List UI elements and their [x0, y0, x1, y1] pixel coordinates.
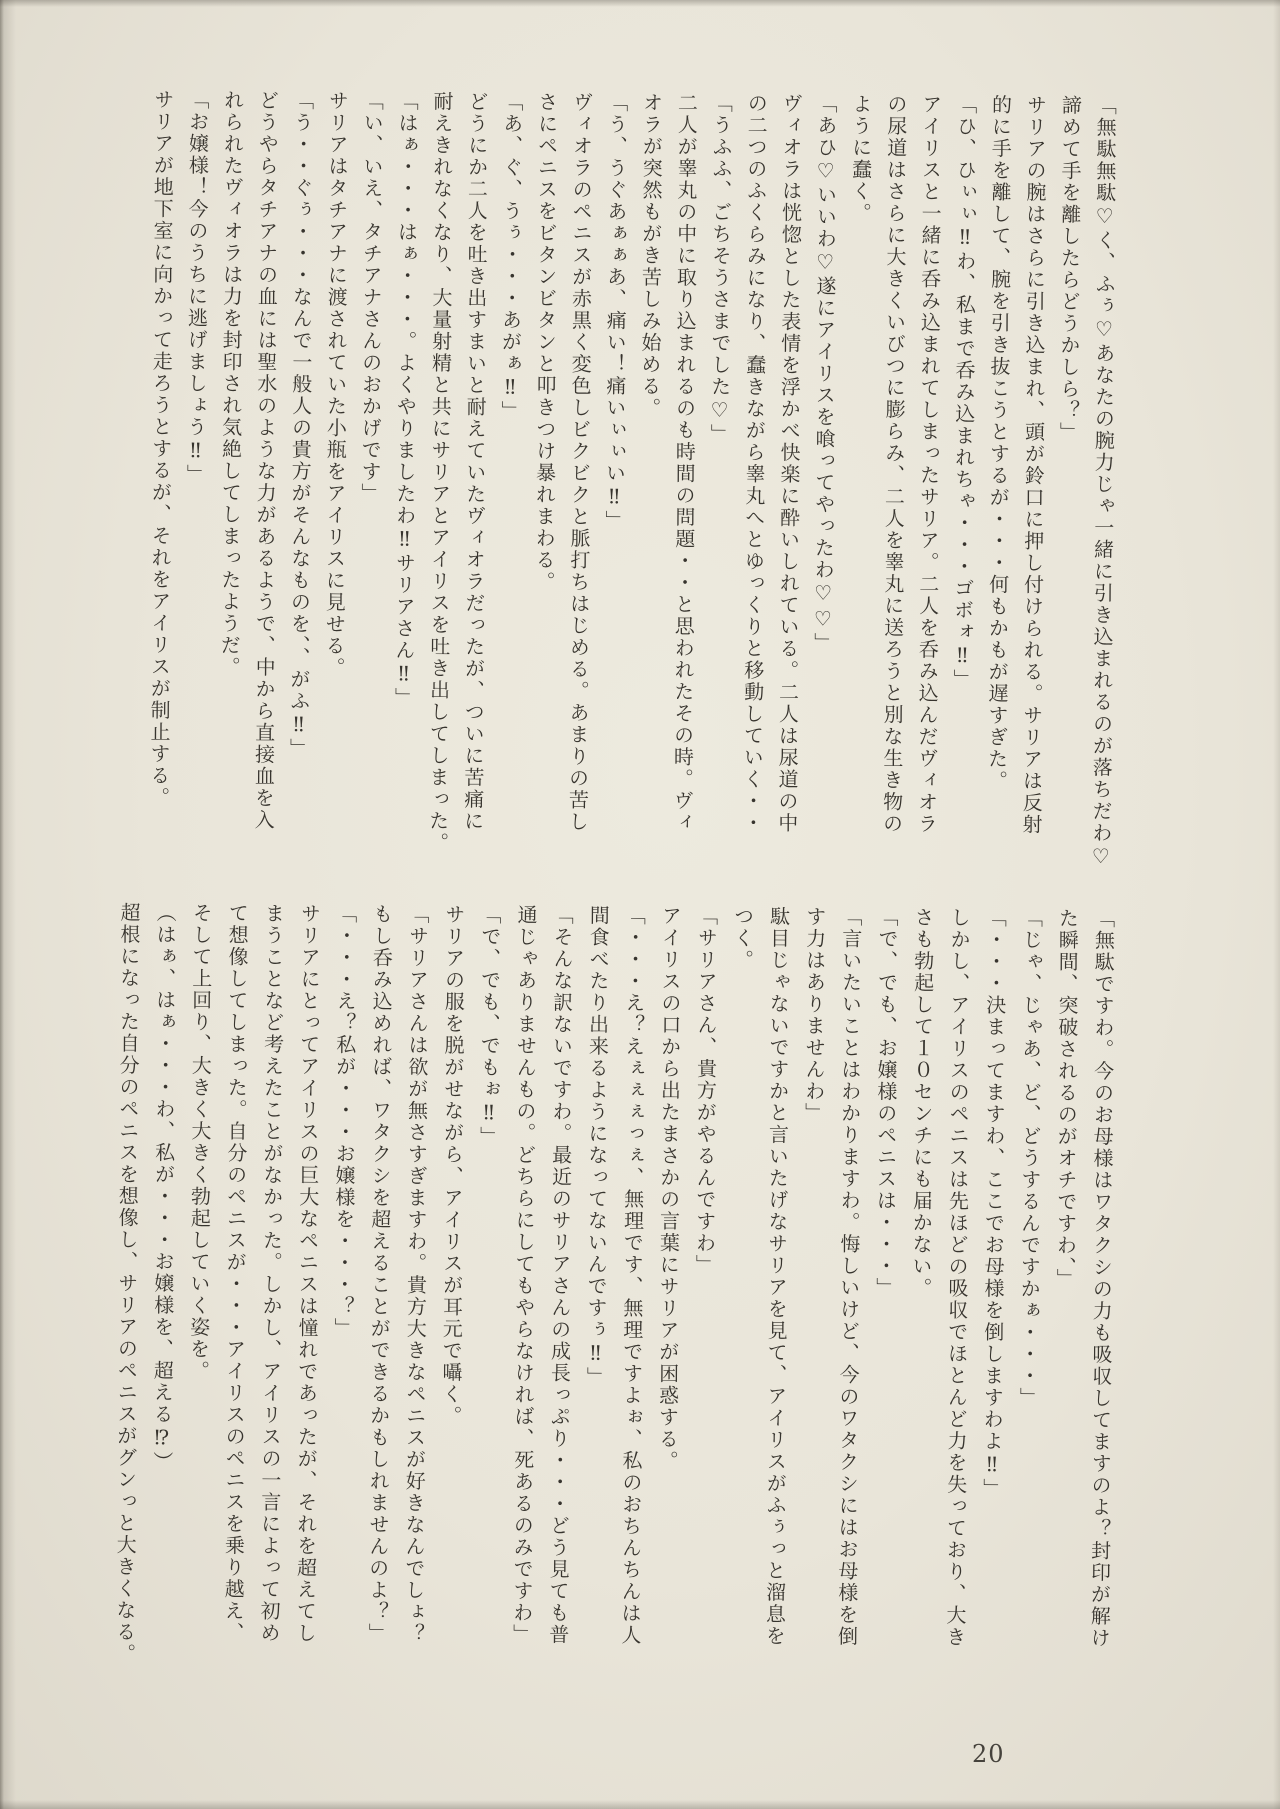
text-line: 超根になった自分のペニスを想像し、サリアのペニスがグンっと大きくなる。: [112, 901, 142, 1665]
text-line: の二つのふくらみになり、蠢きながら睾丸へとゆっくりと移動していく・・: [739, 92, 768, 835]
text-line: 間食べたり出来るようになってないんですぅ‼」: [583, 904, 611, 1389]
text-line: す力はありませんわ」: [801, 906, 828, 1125]
text-line: 「う・・ぐぅ・・・なんで一般人の貴方がそんなものを、、がふ‼」: [286, 89, 315, 760]
text-line: サリアにとってアイリスの巨大なペニスは憧れであったが、それを超えてし: [293, 902, 322, 1645]
text-line: サリアはタチアナに渡されていた小瓶をアイリスに見せる。: [321, 90, 350, 679]
text-line: 「あひ♡いいわ♡遂にアイリスを喰ってやったわ♡♡」: [810, 93, 838, 655]
text-line: アイリスと一緒に呑み込まれてしまったサリア。二人を呑み込んだヴィオラ: [913, 93, 943, 836]
text-line: 「無駄ですわ。今のお母様はワタクシの力も吸収してますのよ？封印が解け: [1087, 907, 1117, 1650]
text-line: 「サリアさん、貴方がやるんですわ」: [692, 905, 719, 1277]
text-line: 「・・・決まってますわ、ここでお母様を倒しますわよ‼」: [980, 907, 1008, 1500]
text-line: 「言いたいことはわかりますわ。悔しいけど、今のワタクシにはお母様を倒: [834, 906, 864, 1648]
page-number: 20: [972, 1740, 1005, 1768]
text-line: 「お嬢様！今のうちに逃げましょう‼」: [183, 89, 210, 486]
text-line: 「ひ、ひぃぃ‼わ、私まで呑み込まれちゃ・・・ゴボォ‼」: [949, 93, 978, 691]
text-line: サリアが地下室に向かって走ろうとするが、それをアイリスが制止する。: [146, 89, 175, 809]
text-line: 耐えきれなくなり、大量射精と共にサリアとアイリスを吐き出してしまった。: [425, 90, 454, 854]
text-line: 「・・・え？えぇぇぇっぇ、無理です、無理ですよぉ、私のおちんちんは人: [618, 904, 647, 1647]
story-text-top-section: [140, 89, 1122, 895]
text-line: しかし、アイリスのペニスは先ほどの吸収でほとんど力を失っており、大き: [943, 906, 972, 1649]
story-text-bottom-section: [106, 902, 1122, 1738]
text-line: ヴィオラのペニスが赤黒く変色しビクビクと脈打ちはじめる。あまりの苦し: [564, 91, 594, 833]
text-line: サリアの腕はさらに引き込まれ、頭が鈴口に押し付けられる。サリアは反射: [1018, 94, 1048, 836]
text-line: さにペニスをビタンビタンと叩きつけ暴れまわる。: [531, 91, 559, 593]
text-line: 的に手を離して、腕を引き抜こうとするが・・・何もかもが遅すぎた。: [984, 94, 1013, 792]
text-line: の尿道はさらに大きくいびつに膨らみ、二人を睾丸に送ろうと別な生き物の: [879, 93, 908, 835]
text-line: 「そんな訳ないですわ。最近のサリアさんの成長っぷり・・・どう見ても普: [546, 904, 575, 1646]
text-line: オラが突然もがき苦しみ始める。: [637, 92, 664, 420]
text-line: つく。: [730, 905, 756, 972]
text-line: 駄目じゃないですかと言いたげなサリアを見て、アイリスがふぅっと溜息を: [762, 905, 792, 1648]
text-line: （はぁ、はぁ・・・わ、私が・・・お嬢様を、超える⁉）: [150, 902, 178, 1474]
text-line: 通じゃありませんもの。どちらにしてもやらなければ、死あるのみですわ」: [509, 904, 539, 1646]
text-line: 「で、でも、でもぉ‼」: [476, 904, 503, 1149]
text-line: サリアの服を脱がせながら、アイリスが耳元で囁く。: [439, 903, 467, 1428]
text-line: 諦めて手を離したらどうかしら？」: [1055, 94, 1083, 444]
text-line: アイリスの口から出たまさかの言葉にサリアが困惑する。: [655, 905, 683, 1473]
text-line: 「じゃ、じゃあ、ど、どうするんですかぁ・・・」: [1016, 907, 1044, 1409]
text-line: 「うふふ、ごちそうさまでした♡」: [706, 92, 734, 446]
text-line: 「い、いえ、タチアナさんのおかげです」: [357, 90, 384, 505]
text-line: どうやらタチアナの血には聖水のような力があるようで、中から直接血を入: [250, 89, 280, 832]
text-line: 「う、うぐあぁぁあ、痛い！痛いぃぃい‼」: [601, 91, 629, 532]
text-line: もし呑み込めれば、ワタクシを超えることができるかもしれませんのよ？」: [365, 903, 395, 1645]
text-line: 二人が睾丸の中に取り込まれるのも時間の問題・・と思われたその時。ヴィ: [669, 92, 699, 834]
text-line: ように蠢く。: [847, 93, 873, 225]
text-line: 「はぁ・・・はぁ・・・。よくやりましたわ‼サリアさん‼」: [391, 90, 419, 710]
text-line: 「サリアさんは欲が無さすぎますわ。貴方大きなペニスが好きなんでしょ？: [401, 903, 431, 1645]
text-line: ヴィオラは恍惚とした表情を浮かべ快楽に酔いしれている。二人は尿道の中: [774, 92, 803, 835]
text-line: 「あ、ぐ、うぅ・・・あがぁ‼」: [497, 91, 524, 423]
text-line: て想像してしまった。自分のペニスが・・・アイリスのペニスを乗り越え、: [221, 902, 250, 1644]
text-line: まうことなど考えたことがなかった。しかし、アイリスの一言によって初め: [257, 902, 286, 1645]
text-line: れられたヴィオラは力を封印され気絶してしまったようだ。: [216, 89, 245, 679]
text-line: 「無駄無駄♡く、ふぅ♡あなたの腕力じゃ一緒に引き込まれるのが落ちだわ♡: [1088, 94, 1118, 870]
text-line: さも勃起して１０センチにも届かない。: [909, 906, 936, 1300]
text-line: 「で、でも、お嬢様のペニスは・・・」: [873, 906, 900, 1300]
text-line: そして上回り、大きく大きく勃起していく姿を。: [186, 902, 214, 1383]
text-line: 「・・・え？私が・・・お嬢様を・・・？」: [331, 903, 359, 1340]
text-line: た瞬間、突破されるのがオチですわ、」: [1053, 907, 1080, 1291]
text-line: どうにか二人を吐き出すまいと耐えていたヴィオラだったが、ついに苦痛に: [460, 90, 489, 833]
